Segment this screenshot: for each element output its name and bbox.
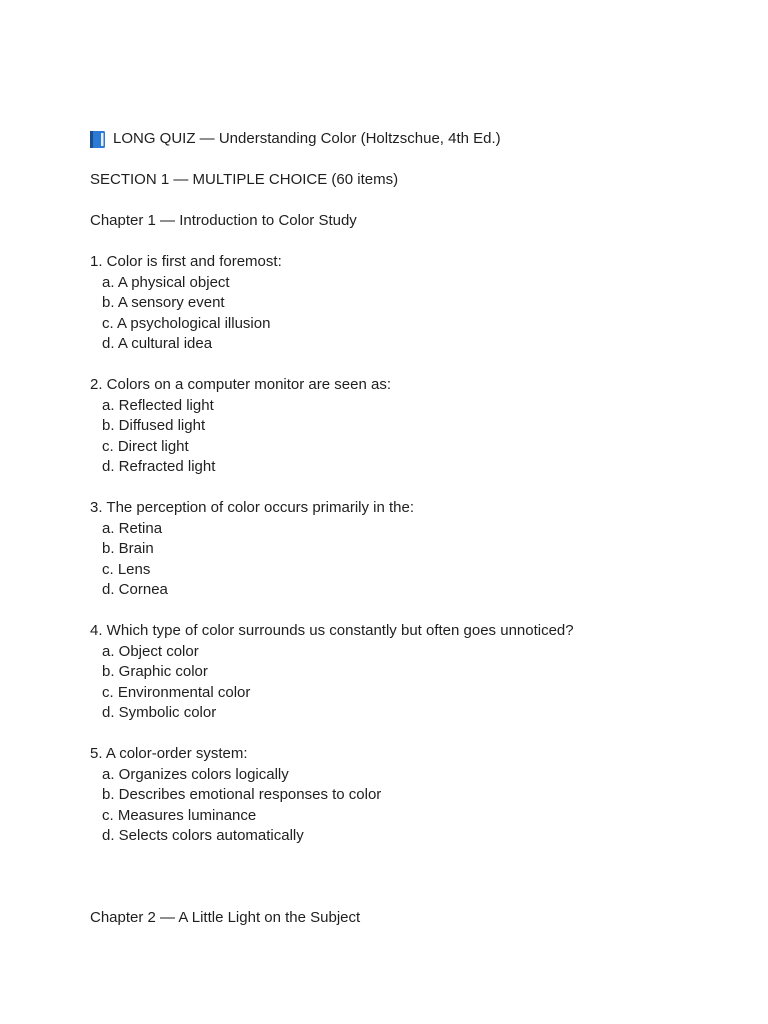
question-block xyxy=(90,375,730,478)
answer-option: c. A psychological illusion xyxy=(102,314,271,332)
quiz-title xyxy=(90,129,730,150)
answer-option: d. A cultural idea xyxy=(102,335,213,352)
quiz-title-text: LONG QUIZ — Understanding Color (Holtzschue, 4th Ed.) xyxy=(113,130,501,147)
spacer xyxy=(90,867,730,888)
question-block xyxy=(90,621,730,724)
question-block xyxy=(90,498,730,601)
answer-option: a. Organizes colors logically xyxy=(102,765,289,783)
spacer xyxy=(90,232,730,253)
answer-option: d. Cornea xyxy=(102,581,168,598)
answer-option: a. A physical object xyxy=(102,273,230,291)
question-text: 2. Colors on a computer monitor are seen as: xyxy=(90,376,391,393)
question-block xyxy=(90,252,730,355)
section-heading: SECTION 1 — MULTIPLE CHOICE (60 items) xyxy=(90,171,399,188)
spacer xyxy=(90,847,730,868)
blue-book-icon xyxy=(90,131,105,148)
answer-option: c. Measures luminance xyxy=(102,806,257,824)
answer-option: b. Graphic color xyxy=(102,663,208,680)
question-block xyxy=(90,744,730,847)
question-text: 1. Color is first and foremost: xyxy=(90,253,282,270)
answer-option: c. Lens xyxy=(102,560,151,578)
spacer xyxy=(90,355,730,376)
chapter-heading: Chapter 1 — Introduction to Color Study xyxy=(90,212,357,229)
answer-option: b. Brain xyxy=(102,540,154,557)
spacer xyxy=(90,601,730,622)
answer-option: c. Direct light xyxy=(102,437,189,455)
spacer xyxy=(90,478,730,499)
spacer xyxy=(90,150,730,171)
answer-option: c. Environmental color xyxy=(102,683,251,701)
answer-option: a. Object color xyxy=(102,642,199,660)
document-page xyxy=(90,129,730,929)
chapter-heading: Chapter 2 — A Little Light on the Subject xyxy=(90,909,361,926)
question-text: 4. Which type of color surrounds us constantly but often goes unnoticed? xyxy=(90,622,574,639)
answer-option: b. A sensory event xyxy=(102,294,225,311)
answer-option: b. Diffused light xyxy=(102,417,206,434)
spacer xyxy=(90,888,730,909)
answer-option: d. Selects colors automatically xyxy=(102,827,304,844)
answer-option: a. Retina xyxy=(102,519,163,537)
answer-option: b. Describes emotional responses to color xyxy=(102,786,382,803)
question-text: 5. A color-order system: xyxy=(90,745,248,762)
spacer xyxy=(90,724,730,745)
spacer xyxy=(90,191,730,212)
question-text: 3. The perception of color occurs primarily in the: xyxy=(90,499,415,516)
answer-option: a. Reflected light xyxy=(102,396,214,414)
answer-option: d. Refracted light xyxy=(102,458,216,475)
answer-option: d. Symbolic color xyxy=(102,704,217,721)
